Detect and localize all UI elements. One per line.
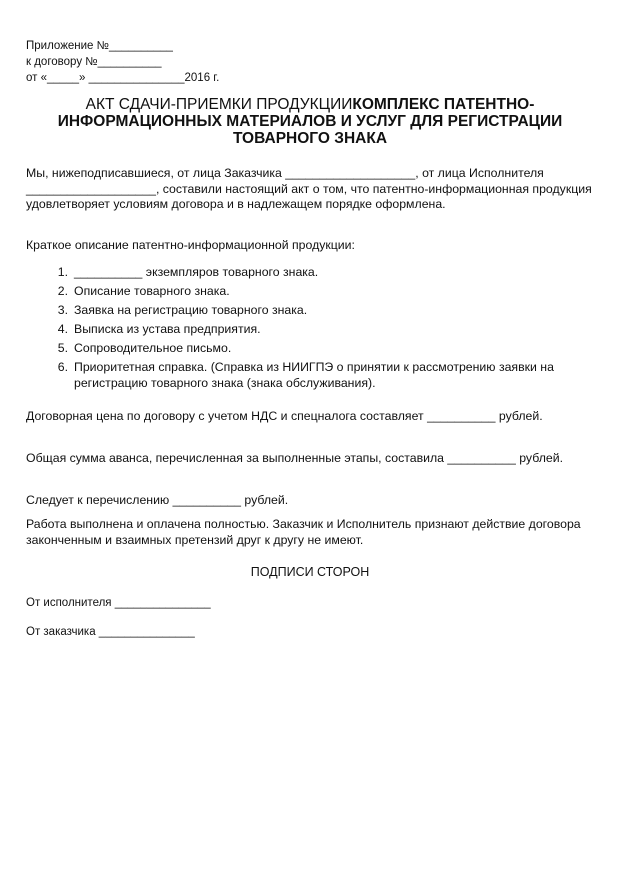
list-item	[26, 322, 596, 338]
list-item-number: 5.	[57, 341, 68, 355]
list-item	[26, 265, 596, 281]
price-paragraph: Договорная цена по договору с учетом НДС и спецналога составляет __________ рублей.	[26, 409, 543, 423]
list-item	[26, 284, 596, 300]
title-bold: КОМПЛЕКС ПАТЕНТНО-ИНФОРМАЦИОННЫХ МАТЕРИАЛОВ И УСЛУГ ДЛЯ РЕГИСТРАЦИИ ТОВАРНОГО ЗНАКА	[57, 96, 563, 147]
signatures-heading: ПОДПИСИ СТОРОН	[250, 565, 370, 579]
list-item-text: Описание товарного знака.	[74, 284, 230, 298]
list-item-number: 3.	[57, 303, 68, 317]
list-item-number: 6.	[57, 360, 68, 374]
list-item-text: Заявка на регистрацию товарного знака.	[74, 303, 308, 317]
list-item	[26, 341, 596, 357]
executor-signature-line: От исполнителя _______________	[26, 597, 211, 609]
product-list	[26, 265, 596, 395]
list-item-number: 1.	[57, 265, 68, 279]
list-item	[26, 360, 596, 391]
list-item-text: Выписка из устава предприятия.	[74, 322, 261, 336]
attachment-number: Приложение №__________	[26, 40, 173, 52]
customer-signature-line: От заказчика _______________	[26, 626, 195, 638]
contract-number: к договору №__________	[26, 56, 162, 68]
list-item-text: __________ экземпляров товарного знака.	[74, 265, 319, 279]
list-item-number: 2.	[57, 284, 68, 298]
contract-date: от «_____» _______________2016 г.	[26, 72, 220, 84]
list-item	[26, 303, 596, 319]
description-label: Краткое описание патентно-информационной продукции:	[26, 238, 355, 252]
advance-paragraph: Общая сумма аванса, перечисленная за выполненные этапы, составила __________ рублей.	[26, 451, 564, 465]
document-title	[20, 96, 600, 147]
list-item-text: Сопроводительное письмо.	[74, 341, 232, 355]
transfer-paragraph: Следует к перечислению __________ рублей.	[26, 493, 289, 507]
attachment-header	[26, 38, 219, 86]
list-item-number: 4.	[57, 322, 68, 336]
completion-paragraph: Работа выполнена и оплачена полностью. Заказчик и Исполнитель признают действие договора законченным и взаимных претензий друг к другу не имеют.	[26, 517, 581, 547]
title-normal: АКТ СДАЧИ-ПРИЕМКИ ПРОДУКЦИИ	[85, 96, 353, 113]
intro-paragraph: Мы, нижеподписавшиеся, от лица Заказчика ___________________, от лица Исполнителя ___________________, составили настоящий акт о том, что патентно-информационная продукция удовлетворяет условиям договора и в надлежащем порядке оформлена.	[26, 166, 592, 211]
list-item-text: Приоритетная справка. (Справка из НИИГПЭ о принятии к рассмотрению заявки на регистрацию товарного знака (знака обслуживания).	[74, 360, 554, 390]
